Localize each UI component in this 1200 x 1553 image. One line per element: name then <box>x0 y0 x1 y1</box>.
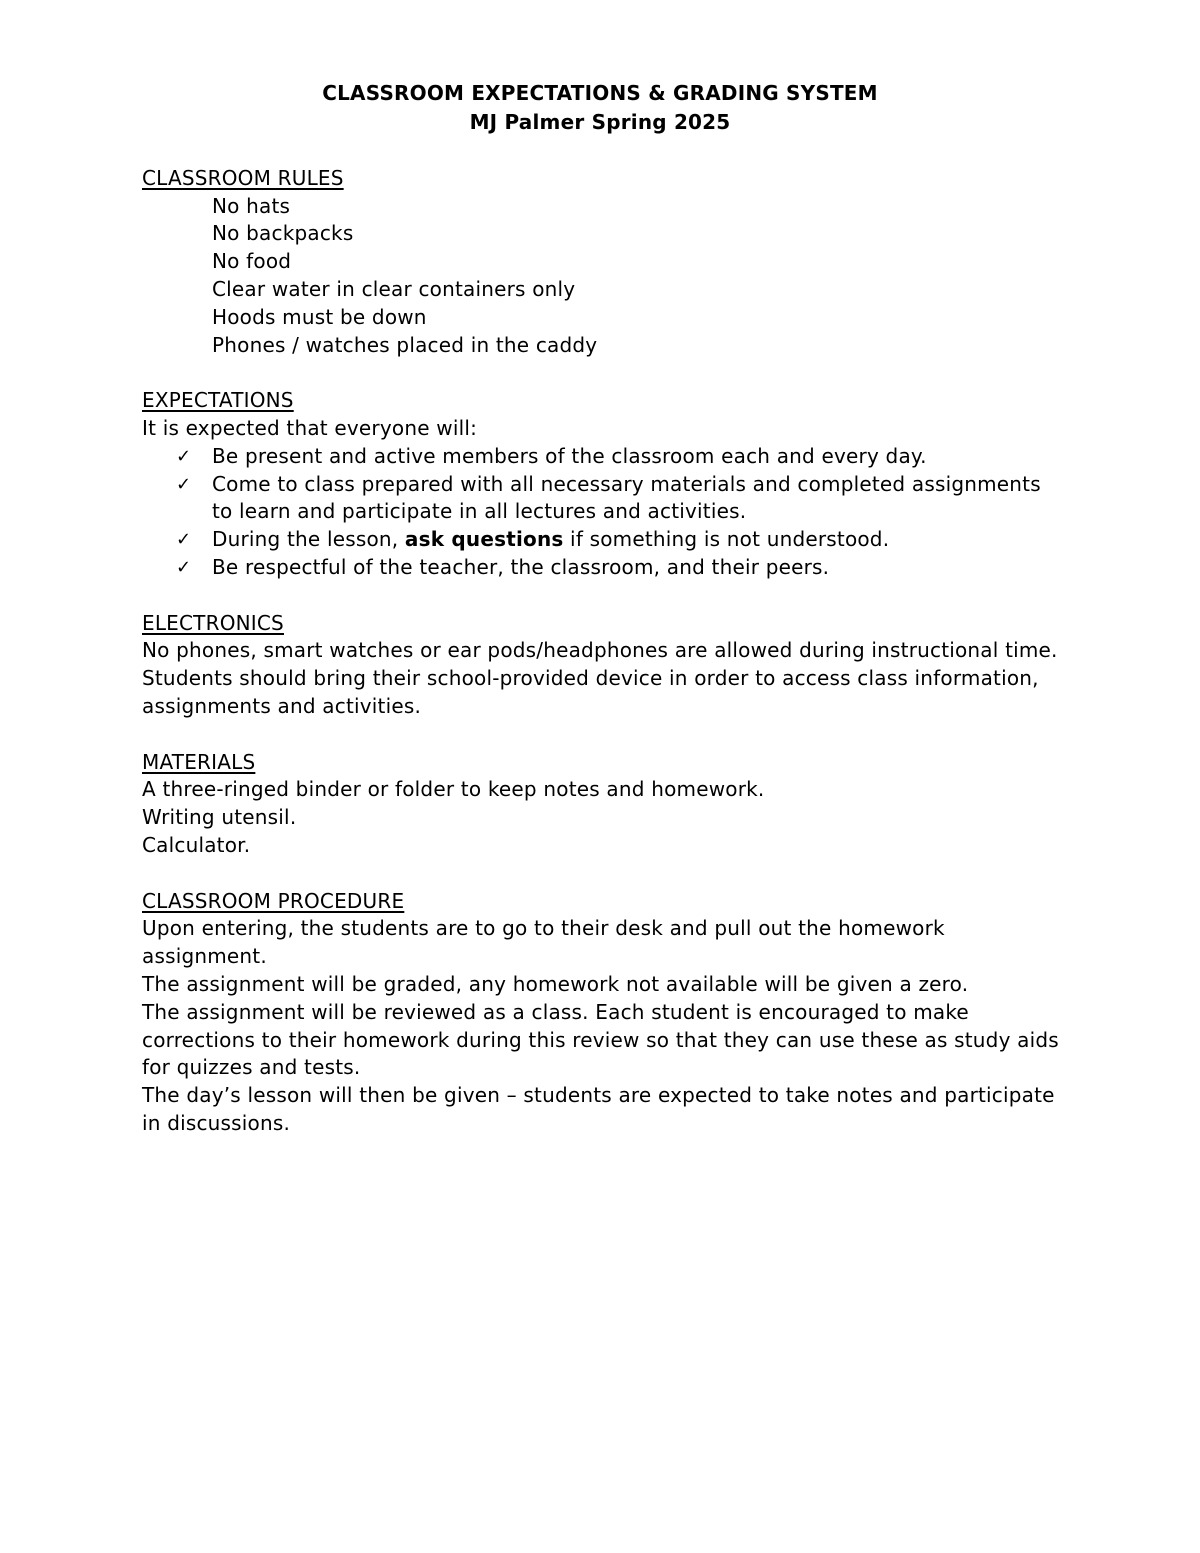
rule-item: No backpacks <box>212 221 354 246</box>
procedure-paragraph: The assignment will be graded, any homework not available will be given a zero. <box>142 971 969 996</box>
spacer <box>142 582 1062 610</box>
procedure-heading: CLASSROOM PROCEDURE <box>142 888 405 913</box>
electronics-paragraph: No phones, smart watches or ear pods/headphones are allowed during instructional time. <box>142 638 1058 663</box>
materials-heading: MATERIALS <box>142 749 256 774</box>
expectation-text: Be respectful of the teacher, the classroom, and their peers. <box>212 554 830 579</box>
checkmark-icon: ✓ <box>176 529 192 551</box>
materials-paragraph: Writing utensil. <box>142 805 297 830</box>
expectation-text-before: During the lesson, <box>212 527 405 552</box>
rules-heading: CLASSROOM RULES <box>142 165 344 190</box>
procedure-paragraph: The day’s lesson will then be given – students are expected to take notes and participate in discussions. <box>142 1083 1055 1135</box>
expectation-item <box>142 443 1062 471</box>
procedure-paragraph: The assignment will be reviewed as a class. Each student is encouraged to make corrections to their homework during this review so that they can use these as study aids for quizzes and tests. <box>142 999 1059 1080</box>
materials-paragraph: Calculator. <box>142 832 251 857</box>
materials-paragraph: A three-ringed binder or folder to keep notes and homework. <box>142 777 765 802</box>
spacer <box>142 860 1062 888</box>
rule-item: Phones / watches placed in the caddy <box>212 332 598 357</box>
document-content <box>142 79 1062 1138</box>
checkmark-icon: ✓ <box>176 473 192 495</box>
expectations-intro: It is expected that everyone will: <box>142 415 478 440</box>
electronics-heading: ELECTRONICS <box>142 610 284 635</box>
rule-item: No hats <box>212 193 291 218</box>
rule-item: No food <box>212 249 292 274</box>
document-title: CLASSROOM EXPECTATIONS & GRADING SYSTEM <box>322 81 878 105</box>
spacer <box>142 359 1062 387</box>
expectation-text: Be present and active members of the classroom each and every day. <box>212 443 927 468</box>
procedure-paragraph: Upon entering, the students are to go to their desk and pull out the homework assignment. <box>142 916 945 969</box>
expectation-text-after: if something is not understood. <box>563 527 890 552</box>
rule-item: Clear water in clear containers only <box>212 276 576 301</box>
expectation-item <box>142 526 1062 554</box>
expectation-item <box>142 554 1062 582</box>
expectations-heading: EXPECTATIONS <box>142 388 294 413</box>
expectations-list <box>142 443 1062 582</box>
spacer <box>142 137 1062 165</box>
checkmark-icon: ✓ <box>176 556 192 578</box>
expectation-text-bold: ask questions <box>404 527 564 552</box>
document-subtitle: MJ Palmer Spring 2025 <box>469 110 731 134</box>
checkmark-icon: ✓ <box>176 445 192 467</box>
rule-item: Hoods must be down <box>212 304 427 329</box>
expectation-item <box>142 471 1062 527</box>
expectation-text: Come to class prepared with all necessary materials and completed assignments to learn and participate in all lectures and activities. <box>212 471 1041 524</box>
spacer <box>142 721 1062 749</box>
electronics-paragraph: Students should bring their school-provided device in order to access class information, assignments and activities. <box>142 666 1039 718</box>
